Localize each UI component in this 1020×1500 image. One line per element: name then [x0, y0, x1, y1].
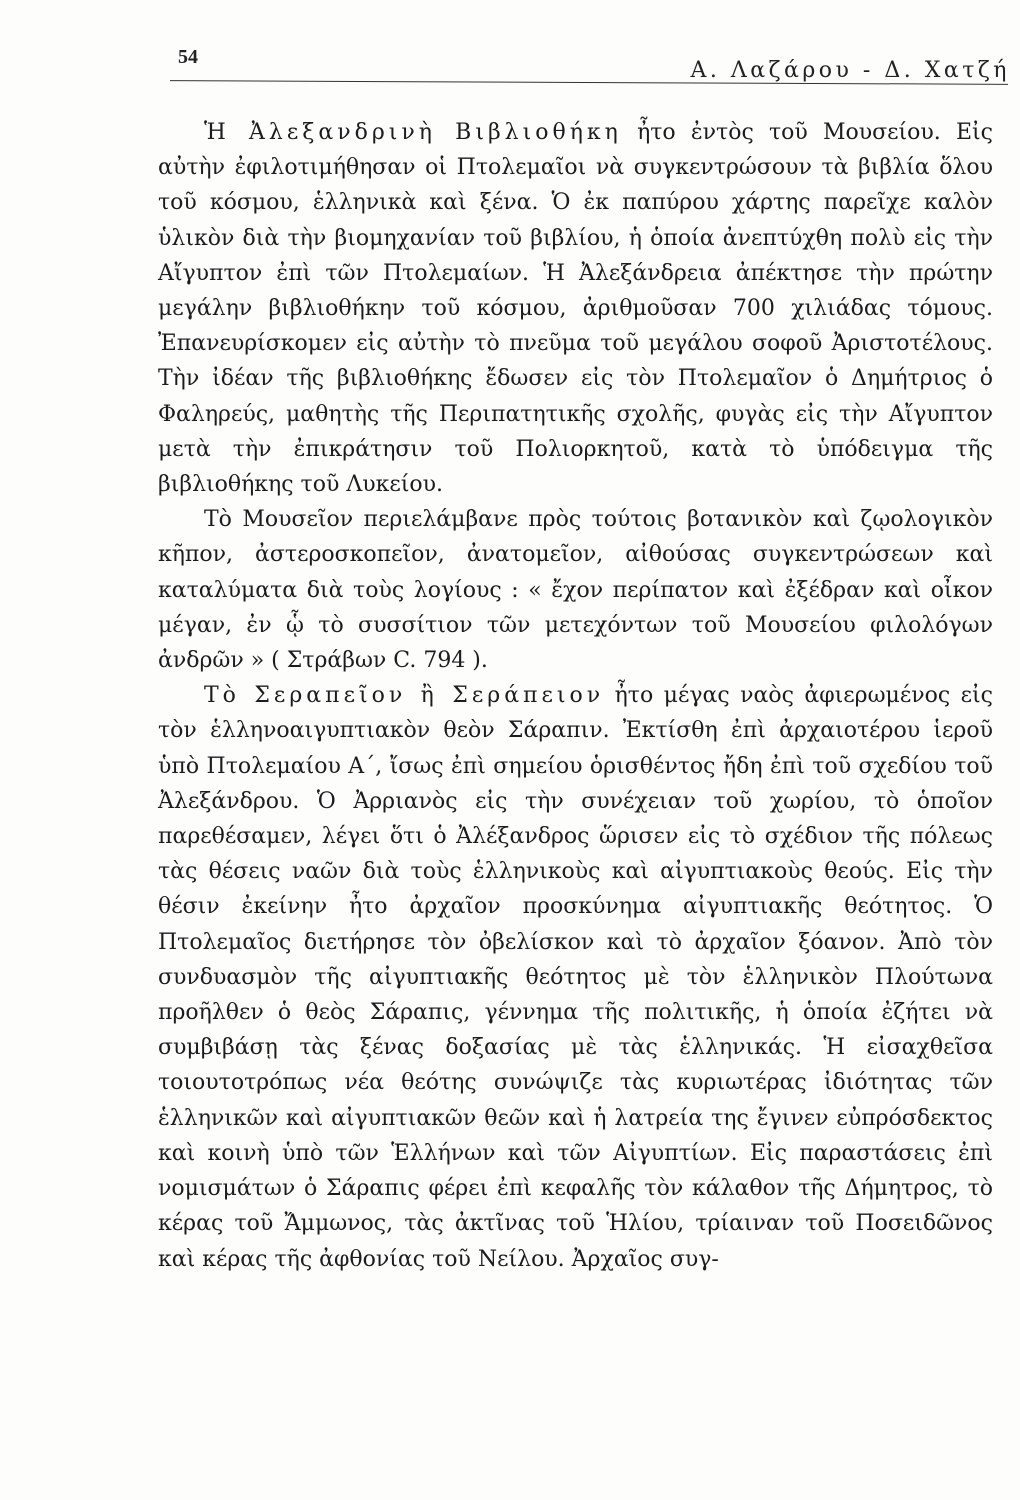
paragraph-text: ἦτο μέγας ναὸς ἀφιερωμένος εἰς τὸν ἑλληνοαιγυπτιακὸν θεὸν Σάραπιν. Ἐκτίσθη ἐπὶ ἀρχαιοτέρου ἱεροῦ ὑπὸ Πτολεμαίου Α΄, ἴσως ἐπὶ σημείου ὁρισθέντος ἤδη ἐπὶ τοῦ σχεδίου τοῦ Ἀλεξάνδρου. Ὁ Ἀρριανὸς εἰς τὴν συνέχειαν τοῦ χωρίου, τὸ ὁποῖον παρεθέσαμεν, λέγει ὅτι ὁ Ἀλέξανδρος ὥρισεν εἰς τὸ σχέδιον τῆς πόλεως τὰς θέσεις ναῶν διὰ τοὺς ἑλληνικοὺς καὶ αἰγυπτιακοὺς θεούς. Εἰς τὴν θέσιν ἐκείνην ἦτο ἀρχαῖον προσκύνημα αἰγυπτιακῆς θεότητος. Ὁ Πτολεμαῖος διετήρησε τὸν ὀβελίσκον καὶ τὸ ἀρχαῖον ξόανον. Ἀπὸ τὸν συνδυασμὸν τῆς αἰγυπτιακῆς θεότητος μὲ τὸν ἑλληνικὸν Πλούτωνα προῆλθεν ὁ θεὸς Σάραπις, γέννημα τῆς πολιτικῆς, ἡ ὁποία ἐζήτει νὰ συμβιβάσῃ τὰς ξένας δοξασίας μὲ τὰς ἑλληνικάς. Ἡ εἰσαχθεῖσα τοιουτοτρόπως νέα θεότης συνώψιζε τὰς κυριωτέρας ἰδιότητας τῶν ἑλληνικῶν καὶ αἰγυπτιακῶν θεῶν καὶ ἡ λατρεία της ἔγινεν εὐπρόσδεκτος καὶ κοινὴ ὑπὸ τῶν Ἑλλήνων καὶ τῶν Αἰγυπτίων. Εἰς παραστάσεις ἐπὶ νομισμάτων ὁ Σάραπις φέρει ἐπὶ κεφαλῆς τὸν κάλαθον τῆς Δήμητρος, τὸ κέρας τοῦ Ἄμμωνος, τὰς ἀκτῖνας τοῦ Ἡλίου, τρίαιναν τοῦ Ποσειδῶνος καὶ κέρας τῆς ἀφθονίας τοῦ Νείλου. Ἀρχαῖος συγ-: [158, 683, 993, 1272]
paragraph-serapeum: [158, 678, 993, 1276]
running-head: Α. Λαζάρου - Δ. Χατζή: [690, 58, 1010, 83]
paragraph-museum: [158, 502, 993, 678]
paragraph-library: [158, 115, 993, 502]
paragraph-text: Τὸ Μουσεῖον περιελάμβανε πρὸς τούτοις βοτανικὸν καὶ ζῳολογικὸν κῆπον, ἀστεροσκοπεῖον, ἀνατομεῖον, αἰθούσας συγκεντρώσεων καὶ καταλύματα διὰ τοὺς λογίους : « ἔχον περίπατον καὶ ἐξέδραν καὶ οἶκον μέγαν, ἐν ᾧ τὸ συσσίτιον τῶν μετεχόντων τοῦ Μουσείου φιλολόγων ἀνδρῶν » ( Στράβων C. 794 ).: [158, 507, 993, 674]
paragraph-lead: Τὸ Σεραπεῖον ἢ Σεράπειον: [204, 683, 605, 709]
page-header: [170, 42, 1010, 94]
paragraph-lead: Ἡ Ἀλεξανδρινὴ Βιβλιοθήκη: [204, 120, 622, 145]
body-text: [158, 115, 993, 1277]
page-number: 54: [178, 46, 198, 68]
paragraph-text: ἦτο ἐντὸς τοῦ Μουσείου. Εἰς αὐτὴν ἐφιλοτιμήθησαν οἱ Πτολεμαῖοι νὰ συγκεντρώσουν τὰ βιβλία ὅλου τοῦ κόσμου, ἑλληνικὰ καὶ ξένα. Ὁ ἐκ παπύρου χάρτης παρεῖχε καλὸν ὑλικὸν διὰ τὴν βιομηχανίαν τοῦ βιβλίου, ἡ ὁποία ἀνεπτύχθη πολὺ εἰς τὴν Αἴγυπτον ἐπὶ τῶν Πτολεμαίων. Ἡ Ἀλεξάνδρεια ἀπέκτησε τὴν πρώτην μεγάλην βιβλιοθήκην τοῦ κόσμου, ἀριθμοῦσαν 700 χιλιάδας τόμους. Ἐπανευρίσκομεν εἰς αὐτὴν τὸ πνεῦμα τοῦ μεγάλου σοφοῦ Ἀριστοτέλους. Τὴν ἰδέαν τῆς βιβλιοθήκης ἔδωσεν εἰς τὸν Πτολεμαῖον ὁ Δημήτριος ὁ Φαληρεύς, μαθητὴς τῆς Περιπατητικῆς σχολῆς, φυγὰς εἰς τὴν Αἴγυπτον μετὰ τὴν ἐπικράτησιν τοῦ Πολιορκητοῦ, κατὰ τὸ ὑπόδειγμα τῆς βιβλιοθήκης τοῦ Λυκείου.: [158, 120, 993, 498]
